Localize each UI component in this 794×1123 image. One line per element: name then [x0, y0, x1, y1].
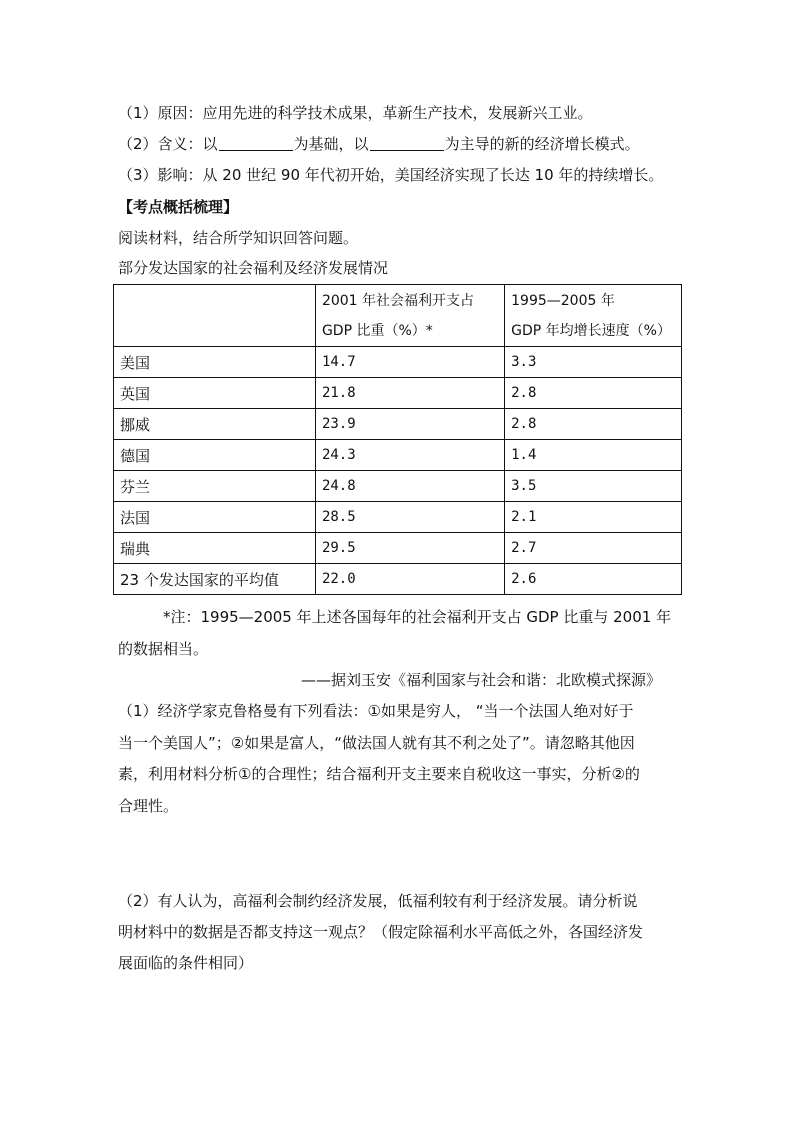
table-header-row [114, 285, 682, 347]
header-welfare-line2: GDP 比重（%）* [321, 323, 433, 339]
welfare-cell: 22.0 [315, 564, 504, 595]
question-2-line-2: 明材料中的数据是否都支持这一观点？（假定除福利水平高低之外，各国经济发 [118, 923, 644, 941]
note-line-2: 的数据相当。 [118, 640, 209, 658]
growth-cell: 1.4 [505, 440, 682, 471]
growth-cell: 3.5 [505, 471, 682, 502]
welfare-table [113, 284, 682, 595]
question-2-line-1: （2）有人认为，高福利会制约经济发展，低福利较有利于经济发展。请分析说 [118, 892, 638, 910]
table-row [114, 471, 682, 502]
fill-blank-1[interactable] [219, 134, 293, 151]
growth-cell: 2.1 [505, 502, 682, 533]
welfare-cell: 23.9 [315, 409, 504, 440]
welfare-cell: 21.8 [315, 378, 504, 409]
question-1-line-4: 合理性。 [118, 797, 179, 815]
country-cell: 德国 [114, 440, 316, 471]
country-cell: 瑞典 [114, 533, 316, 564]
growth-cell: 2.8 [505, 409, 682, 440]
question-1-line-1: （1）经济学家克鲁格曼有下列看法：①如果是穷人， “当一个法国人绝对好于 [118, 702, 634, 720]
country-cell: 英国 [114, 378, 316, 409]
question-1-line-3: 素，利用材料分析①的合理性；结合福利开支主要来自税收这一事实，分析②的 [118, 765, 640, 783]
header-welfare-line1: 2001 年社会福利开支占 [321, 293, 475, 309]
section-heading: 【考点概括梳理】 [118, 198, 239, 216]
country-cell: 美国 [114, 347, 316, 378]
country-cell: 芬兰 [114, 471, 316, 502]
meaning-text-b: 为基础，以 [293, 135, 369, 153]
note-line-1: *注：1995—2005 年上述各国每年的社会福利开支占 GDP 比重与 2001 年 [163, 608, 672, 626]
table-row [114, 440, 682, 471]
meaning-text-c: 为主导的新的经济增长模式。 [444, 135, 640, 153]
header-cell-growth [505, 285, 682, 347]
header-growth-line1: 1995—2005 年 [511, 293, 615, 309]
table-row [114, 564, 682, 595]
growth-cell: 2.6 [505, 564, 682, 595]
fill-blank-2[interactable] [370, 134, 444, 151]
table-row [114, 533, 682, 564]
growth-cell: 3.3 [505, 347, 682, 378]
welfare-cell: 24.3 [315, 440, 504, 471]
country-cell: 挪威 [114, 409, 316, 440]
header-cell-welfare [315, 285, 504, 347]
growth-cell: 2.7 [505, 533, 682, 564]
growth-cell: 2.8 [505, 378, 682, 409]
meaning-text-a: （2）含义：以 [118, 135, 218, 153]
cause-line: （1）原因：应用先进的科学技术成果，革新生产技术，发展新兴工业。 [118, 104, 593, 122]
header-cell-empty [114, 285, 316, 347]
table-row [114, 409, 682, 440]
country-cell: 23 个发达国家的平均值 [114, 564, 316, 595]
table-row [114, 502, 682, 533]
welfare-cell: 28.5 [315, 502, 504, 533]
source-citation: ——据刘玉安《福利国家与社会和谐：北欧模式探源》 [301, 671, 662, 689]
question-2-line-3: 展面临的条件相同） [118, 954, 254, 972]
table-row [114, 347, 682, 378]
table-title: 部分发达国家的社会福利及经济发展情况 [118, 259, 389, 277]
welfare-cell: 29.5 [315, 533, 504, 564]
question-1-line-2: 当一个美国人”；②如果是富人，“做法国人就有其不利之处了”。请忽略其他因 [118, 734, 635, 752]
meaning-line [118, 134, 698, 154]
country-cell: 法国 [114, 502, 316, 533]
header-growth-line2: GDP 年均增长速度（%） [511, 323, 671, 339]
impact-line: （3）影响：从 20 世纪 90 年代初开始，美国经济实现了长达 10 年的持续增长。 [118, 166, 664, 184]
table-row [114, 378, 682, 409]
instruction-line: 阅读材料，结合所学知识回答问题。 [118, 229, 359, 247]
welfare-cell: 24.8 [315, 471, 504, 502]
welfare-cell: 14.7 [315, 347, 504, 378]
